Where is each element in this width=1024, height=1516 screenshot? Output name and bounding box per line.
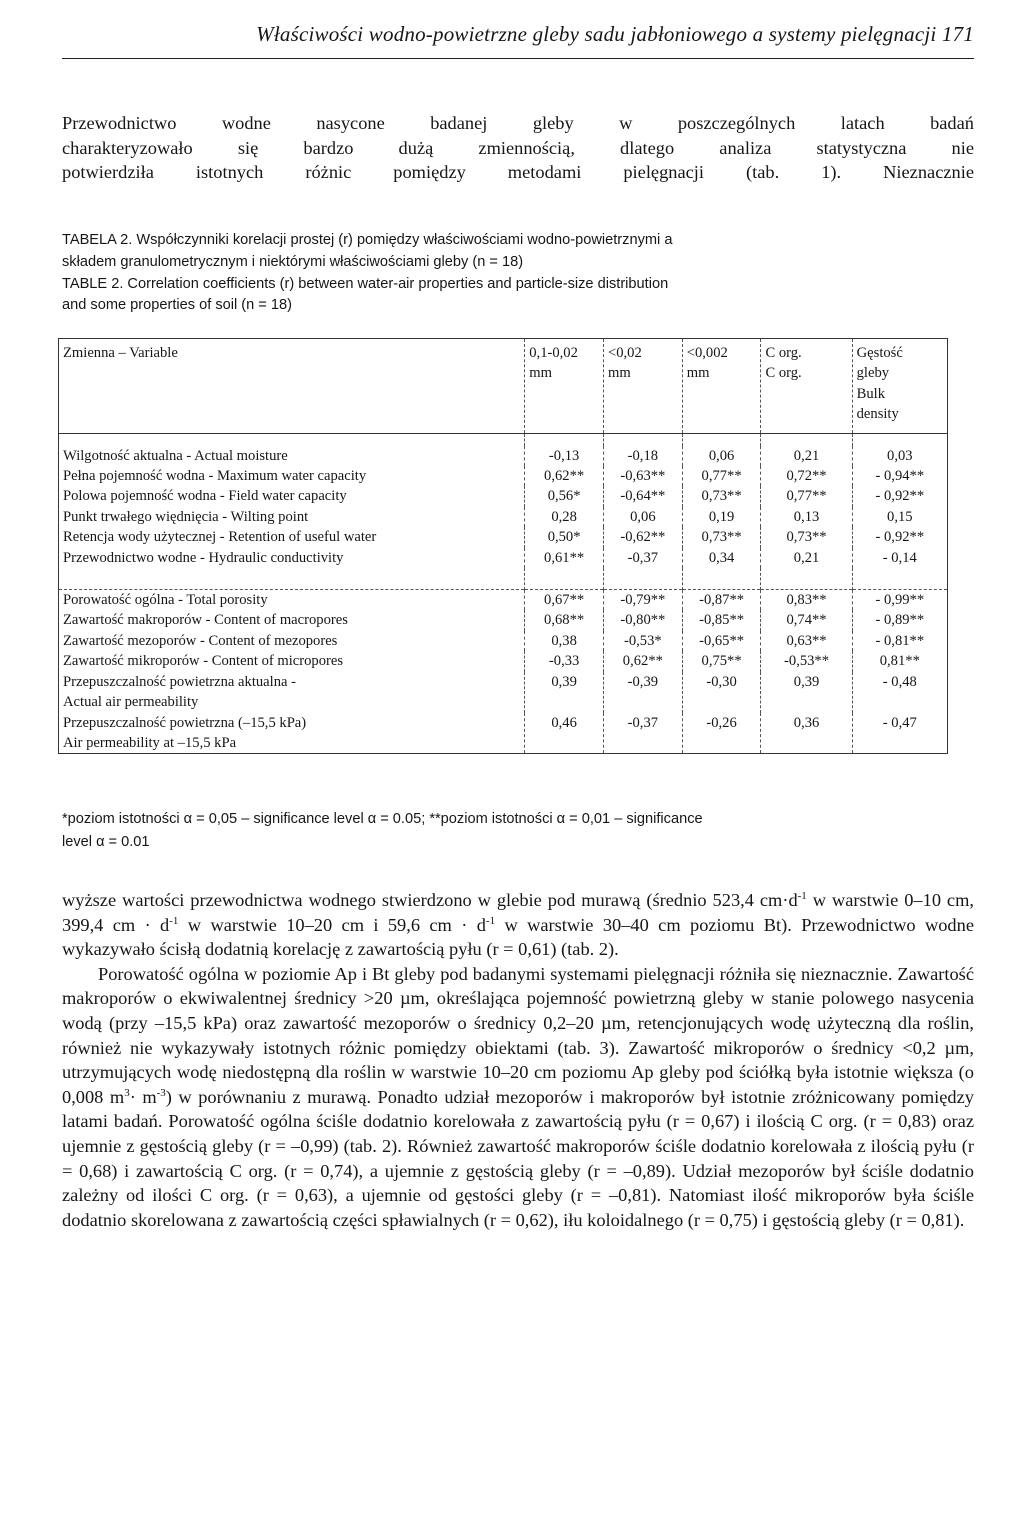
cell-value: 0,13	[761, 507, 852, 527]
row-label: Zawartość mikroporów - Content of micropores	[59, 651, 525, 671]
cell-value: 0,63**	[761, 631, 852, 651]
cell-value: 0,81**	[852, 651, 947, 671]
cell-value: 0,75**	[682, 651, 761, 671]
cell-value: 0,21	[761, 446, 852, 466]
cell-value: -0,26	[682, 713, 761, 754]
cell-value: 0,36	[761, 713, 852, 754]
intro-paragraph	[62, 111, 974, 185]
cell-value: -0,30	[682, 672, 761, 713]
cell-value: 0,83**	[761, 590, 852, 611]
cell-value: -0,39	[603, 672, 682, 713]
header-organic-carbon: C org. C org.	[761, 339, 852, 434]
row-label: Zawartość makroporów - Content of macropores	[59, 610, 525, 630]
cell-value: 0,39	[525, 672, 604, 713]
spacer-row	[59, 433, 948, 446]
table-row	[59, 548, 948, 568]
cell-value: -0,62**	[603, 527, 682, 547]
row-label: Pełna pojemność wodna - Maximum water capacity	[59, 466, 525, 486]
cell-value: -0,65**	[682, 631, 761, 651]
caption-en-line: and some properties of soil (n = 18)	[62, 297, 292, 314]
cell-value: -0,64**	[603, 486, 682, 506]
footnote-line: level α = 0.01	[62, 833, 150, 850]
cell-value: -0,37	[603, 548, 682, 568]
table-footnote	[62, 808, 974, 853]
table-row	[59, 672, 948, 713]
header-fine-fraction: <0,02 mm	[603, 339, 682, 434]
cell-value: - 0,14	[852, 548, 947, 568]
row-label: Punkt trwałego więdnięcia - Wilting point	[59, 507, 525, 527]
paragraph: Porowatość ogólna w poziomie Ap i Bt gleby pod badanymi systemami pielęgnacji różniła się nieznacznie. Zawartość makroporów o ekwiwalentnej średnicy >20 µm, określająca pojemność powietrzną gleby w stanie polowego nasycenia wodą (przy –15,5 kPa) oraz zawartość mezoporów o średnicy 0,2–20 µm, retencjonujących wodę użyteczną dla roślin, również nie wykazywały istotnych różnic pomiędzy obiektami (tab. 3). Zawartość mikroporów o średnicy <0,2 µm, utrzymujących wodę niedostępną dla roślin w warstwie 10–20 cm poziomu Ap gleby pod ściółką była istotnie większa (o 0,008 $m^3\cdot m^{-3}$) w porównaniu z murawą. Ponadto udział mezoporów i makroporów był istotnie zróżnicowany pomiędzy latami badań. Porowatość ogólna ściśle dodatnio korelowała z zawartością pyłu (r = 0,67) i ilością C org. (r = 0,83) oraz ujemnie z gęstością gleby (r = –0,99) (tab. 2). Również zawartość makroporów ściśle dodatnio korelowała z ilością pyłu (r = 0,68) i zawartością C org. (r = 0,74), a ujemnie z gęstością gleby (r = –0,89). Udział mezoporów był ściśle dodatnio zależny od ilości C org. (r = 0,63), a ujemnie od gęstości gleby (r = –0,81). Natomiast ilość mikroporów była ściśle dodatnio skorelowana z zawartością części spławialnych (r = 0,62), iłu koloidalnego (r = 0,75) i gęstością gleby (r = 0,81).	[62, 963, 974, 1230]
cell-value: -0,37	[603, 713, 682, 754]
cell-value: - 0,47	[852, 713, 947, 754]
table-header-row	[59, 339, 948, 434]
row-label: Zawartość mezoporów - Content of mezopores	[59, 631, 525, 651]
cell-value: -0,80**	[603, 610, 682, 630]
row-label: Przepuszczalność powietrzna (–15,5 kPa) Air permeability at –15,5 kPa	[59, 713, 525, 754]
cell-value: 0,39	[761, 672, 852, 713]
cell-value: 0,34	[682, 548, 761, 568]
table-row	[59, 507, 948, 527]
intro-line: potwierdziła istotnych różnic pomiędzy metodami pielęgnacji (tab. 1). Nieznacznie	[62, 162, 974, 183]
cell-value: 0,61**	[525, 548, 604, 568]
table-row	[59, 590, 948, 611]
table-row	[59, 527, 948, 547]
cell-value: - 0,81**	[852, 631, 947, 651]
table-row	[59, 651, 948, 671]
table-row	[59, 466, 948, 486]
cell-value: 0,15	[852, 507, 947, 527]
header-clay: <0,002 mm	[682, 339, 761, 434]
header-variable: Zmienna – Variable	[59, 339, 525, 434]
header-bulk-density: Gęstość gleby Bulk density	[852, 339, 947, 434]
cell-value: -0,63**	[603, 466, 682, 486]
cell-value: 0,56*	[525, 486, 604, 506]
cell-value: 0,06	[682, 446, 761, 466]
cell-value: 0,73**	[761, 527, 852, 547]
cell-value: 0,62**	[525, 466, 604, 486]
cell-value: - 0,92**	[852, 527, 947, 547]
caption-pl-line: składem granulometrycznym i niektórymi właściwościami gleby (n = 18)	[62, 253, 524, 270]
main-text	[62, 888, 974, 1232]
spacer-row	[59, 568, 948, 590]
correlation-table	[58, 338, 948, 754]
cell-value: - 0,89**	[852, 610, 947, 630]
cell-value: 0,19	[682, 507, 761, 527]
cell-value: -0,79**	[603, 590, 682, 611]
cell-value: 0,67**	[525, 590, 604, 611]
table-row	[59, 631, 948, 651]
row-label: Przewodnictwo wodne - Hydraulic conductivity	[59, 548, 525, 568]
cell-value: 0,38	[525, 631, 604, 651]
table-row	[59, 446, 948, 466]
cell-value: - 0,48	[852, 672, 947, 713]
cell-value: 0,03	[852, 446, 947, 466]
cell-value: 0,73**	[682, 486, 761, 506]
cell-value: 0,46	[525, 713, 604, 754]
footnote-line: *poziom istotności α = 0,05 – significance level α = 0.05; **poziom istotności α = 0,01 – significance	[62, 811, 703, 827]
table-row	[59, 713, 948, 754]
cell-value: -0,53**	[761, 651, 852, 671]
running-head: Właściwości wodno-powietrzne gleby sadu jabłoniowego a systemy pielęgnacji 171	[62, 14, 974, 59]
cell-value: 0,73**	[682, 527, 761, 547]
cell-value: 0,21	[761, 548, 852, 568]
cell-value: 0,77**	[761, 486, 852, 506]
cell-value: 0,68**	[525, 610, 604, 630]
cell-value: -0,33	[525, 651, 604, 671]
row-label: Przepuszczalność powietrzna aktualna - Actual air permeability	[59, 672, 525, 713]
cell-value: 0,72**	[761, 466, 852, 486]
table-caption	[62, 230, 974, 317]
cell-value: 0,50*	[525, 527, 604, 547]
cell-value: -0,87**	[682, 590, 761, 611]
cell-value: -0,18	[603, 446, 682, 466]
table-row	[59, 486, 948, 506]
paragraph: wyższe wartości przewodnictwa wodnego stwierdzono w glebie pod murawą (średnio 523,4 $cm\cdot d^{-1}$ w warstwie 0–10 cm, 399,4 cm · $d^{-1}$ w warstwie 10–20 cm i 59,6 cm · $d^{-1}$ w warstwie 30–40 cm poziomu Bt). Przewodnictwo wodne wykazywało ścisłą dodatnią korelację z zawartością pyłu (r = 0,61) (tab. 2).	[62, 889, 975, 960]
caption-en-line: TABLE 2. Correlation coefficients (r) between water-air properties and particle-size distribution	[62, 275, 669, 292]
header-coarse-silt: 0,1-0,02 mm	[525, 339, 604, 434]
caption-pl-line: TABELA 2. Współczynniki korelacji prostej (r) pomiędzy właściwościami wodno-powietrznymi a	[62, 232, 673, 248]
cell-value: -0,85**	[682, 610, 761, 630]
table-row	[59, 610, 948, 630]
cell-value: 0,06	[603, 507, 682, 527]
row-label: Polowa pojemność wodna - Field water capacity	[59, 486, 525, 506]
cell-value: - 0,99**	[852, 590, 947, 611]
cell-value: 0,62**	[603, 651, 682, 671]
row-label: Wilgotność aktualna - Actual moisture	[59, 446, 525, 466]
cell-value: 0,74**	[761, 610, 852, 630]
cell-value: - 0,92**	[852, 486, 947, 506]
intro-line: Przewodnictwo wodne nasycone badanej gleby w poszczególnych latach badań	[62, 113, 974, 133]
cell-value: -0,13	[525, 446, 604, 466]
cell-value: -0,53*	[603, 631, 682, 651]
intro-line: charakteryzowało się bardzo dużą zmiennością, dlatego analiza statystyczna nie	[62, 137, 974, 158]
row-label: Porowatość ogólna - Total porosity	[59, 590, 525, 611]
cell-value: 0,28	[525, 507, 604, 527]
cell-value: - 0,94**	[852, 466, 947, 486]
row-label: Retencja wody użytecznej - Retention of useful water	[59, 527, 525, 547]
cell-value: 0,77**	[682, 466, 761, 486]
